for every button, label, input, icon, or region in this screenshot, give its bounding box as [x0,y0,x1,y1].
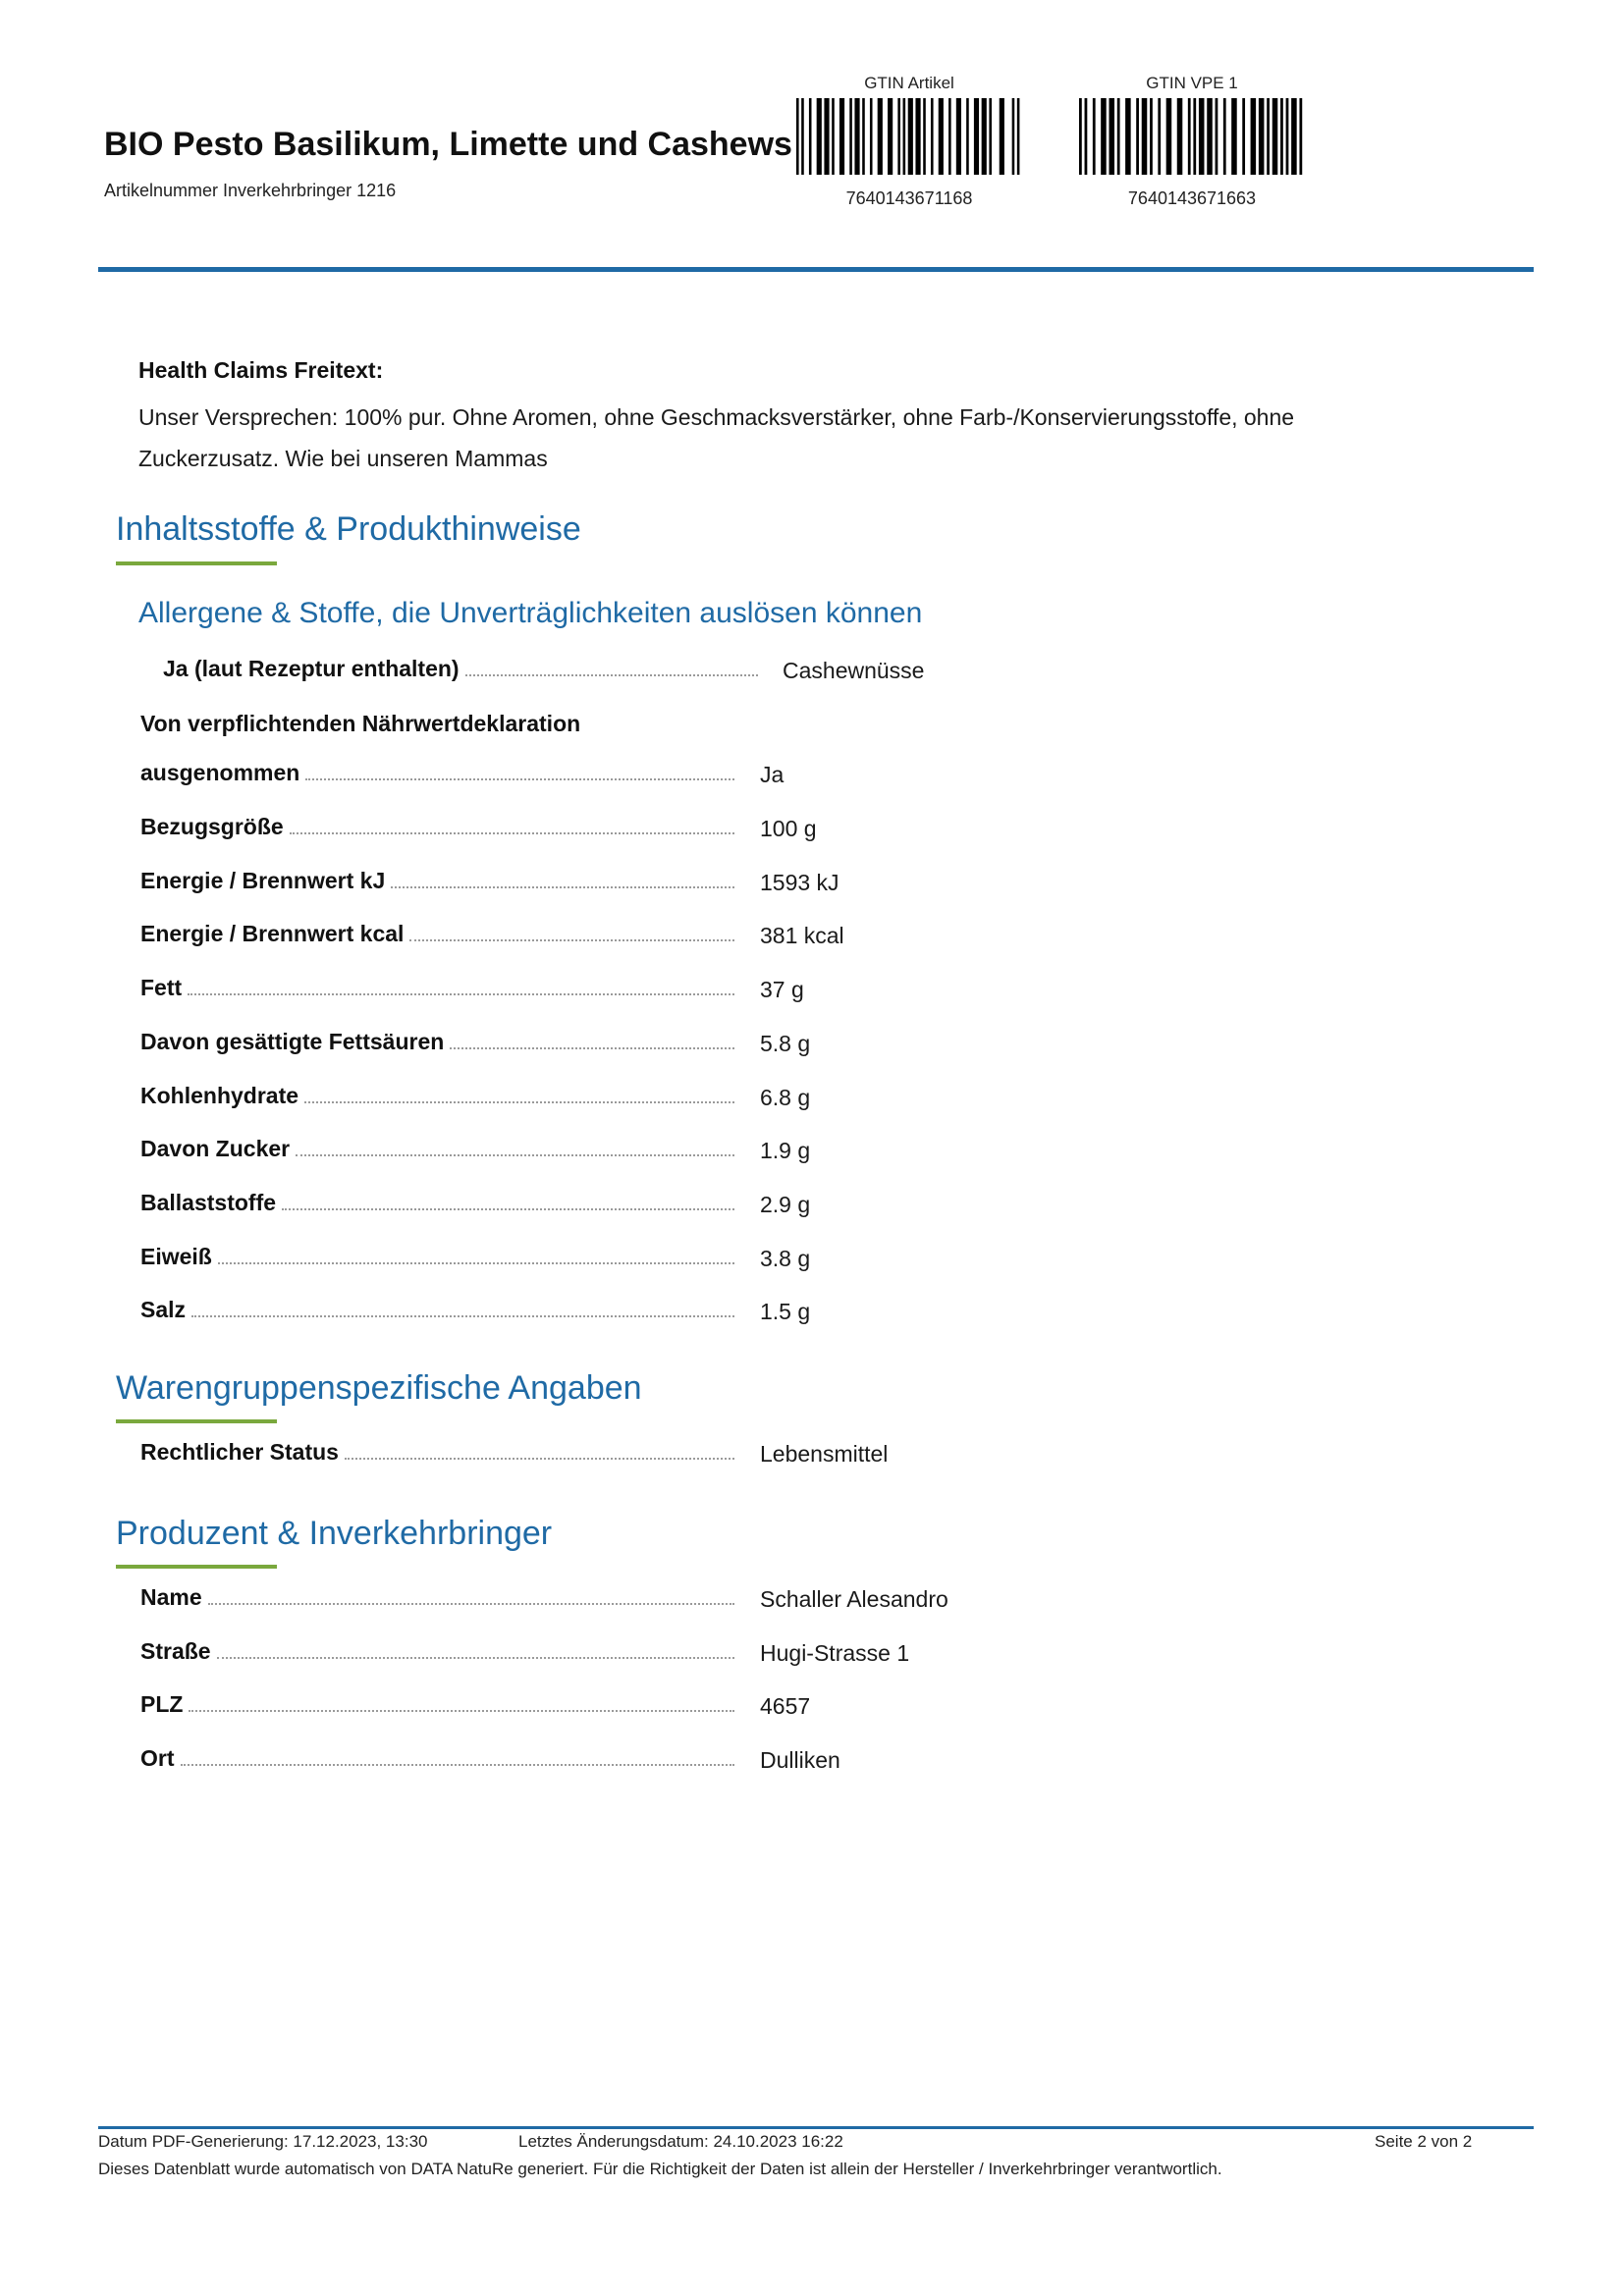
data-row [140,868,734,894]
barcode-bar [817,98,822,175]
footer-generated-date: Datum PDF-Generierung: 17.12.2023, 13:30 [98,2132,428,2151]
row-label: PLZ [140,1691,184,1718]
leader-dots [191,1315,734,1317]
barcode-bar [1177,98,1183,175]
exempt-row [140,760,734,786]
barcode-bar [1012,98,1015,175]
row-value: Dulliken [760,1747,840,1774]
barcode-bar [1117,98,1120,175]
data-row [140,1297,734,1323]
section-heading-producer: Produzent & Inverkehrbringer [116,1515,553,1552]
barcode-bar [862,98,865,175]
barcode-bar [1142,98,1148,175]
barcode-bar [974,98,979,175]
barcode-bar [832,98,835,175]
data-row [140,1584,734,1611]
barcode-bar [1199,98,1205,175]
barcode-bar [1207,98,1213,175]
header-divider [98,267,1534,272]
barcode-bar [939,98,944,175]
barcode-bar [1085,98,1088,175]
barcode-bar [824,98,829,175]
health-claims-text: Unser Versprechen: 100% pur. Ohne Aromen, ohne Geschmacksverstärker, ohne Farb-/Konservierungsstoffe, ohne Zuckerzusatz. Wie bei unseren Mammas [138,404,1295,471]
row-value: 1.5 g [760,1299,811,1325]
row-label: Fett [140,975,183,1001]
row-label: Straße [140,1637,211,1664]
section-heading-ingredients: Inhaltsstoffe & Produkthinweise [116,510,581,548]
leader-dots [282,1208,734,1210]
barcode-bar [915,98,920,175]
barcode-bar [1216,98,1218,175]
row-value: 100 g [760,816,817,841]
leader-dots [296,1154,734,1156]
leader-dots [208,1603,734,1605]
row-label: ausgenommen [140,760,300,785]
barcode-bar [1259,98,1265,175]
data-row [140,814,734,840]
barcode-bar [854,98,859,175]
leader-dots [391,886,734,888]
row-label: Salz [140,1297,187,1323]
barcode-bar [1093,98,1096,175]
barcode-bar [809,98,812,175]
barcode-bar [982,98,987,175]
barcode-bar [1193,98,1196,175]
barcode-bar [948,98,951,175]
row-value: 1593 kJ [760,869,839,895]
data-row [140,1638,734,1665]
leader-dots [189,1710,734,1712]
barcode-bar [1272,98,1278,175]
leader-dots [181,1764,735,1766]
barcode-bar [870,98,873,175]
barcode-bar [1079,98,1082,175]
data-row [140,1190,734,1216]
barcode-bar [897,98,900,175]
row-value: 4657 [760,1693,811,1720]
barcode-bar [1017,98,1020,175]
footer-divider [98,2126,1534,2129]
row-value: Hugi-Strasse 1 [760,1639,910,1666]
row-label: Davon gesättigte Fettsäuren [140,1028,445,1054]
barcode-bar [849,98,852,175]
row-label: Energie / Brennwert kcal [140,921,405,947]
leader-dots [450,1047,734,1049]
exempt-value: Ja [760,762,785,787]
data-row [140,1029,734,1055]
row-label: Ort [140,1745,175,1772]
barcode-bar [923,98,926,175]
row-value: Schaller Alesandro [760,1586,948,1612]
barcode-bar [956,98,961,175]
row-value: 37 g [760,977,804,1003]
barcode-bar [878,98,883,175]
row-label: Eiweiß [140,1243,212,1269]
barcode-bar [966,98,969,175]
row-label: Ja (laut Rezeptur enthalten) [163,656,460,681]
leader-dots [345,1458,734,1460]
footer-disclaimer: Dieses Datenblatt wurde automatisch von DATA NatuRe generiert. Für die Richtigkeit der Daten ist allein der Hersteller / Inverkehrbringer verantwortlich. [98,2160,1222,2178]
leader-dots [217,1657,734,1659]
article-number: Artikelnummer Inverkehrbringer 1216 [104,181,397,200]
row-label: Davon Zucker [140,1136,291,1162]
row-value: 1.9 g [760,1138,811,1164]
data-row [140,1136,734,1162]
footer-changed-date: Letztes Änderungsdatum: 24.10.2023 16:22 [518,2132,843,2151]
data-row [140,1745,734,1772]
barcode-bar [903,98,906,175]
barcode-vpe [1074,73,1310,209]
leader-dots [218,1262,734,1264]
exempt-label-line1: Von verpflichtenden Nährwertdeklaration [140,711,581,736]
barcode-bar [1188,98,1191,175]
barcode-bar [908,98,913,175]
section-underline [116,1419,277,1423]
barcode-bar [1223,98,1226,175]
leader-dots [305,778,734,780]
row-label: Bezugsgröße [140,814,284,839]
barcode-bar [839,98,844,175]
health-claims-label: Health Claims Freitext: [138,357,384,383]
barcode-bar [801,98,804,175]
leader-dots [188,993,734,995]
row-value: Lebensmittel [760,1441,889,1467]
leader-dots [409,939,734,941]
barcode-bar [1101,98,1107,175]
barcode-bar [1291,98,1297,175]
section-underline [116,1565,277,1569]
footer-page-number: Seite 2 von 2 [1375,2132,1473,2151]
barcode-bar [931,98,934,175]
barcode-bar [1109,98,1114,175]
barcode-bar [989,98,992,175]
barcode-bar [1150,98,1153,175]
barcode-caption: GTIN Artikel [864,74,954,92]
page-title: BIO Pesto Basilikum, Limette und Cashews [104,126,792,163]
row-label: Energie / Brennwert kJ [140,867,386,893]
row-value: 3.8 g [760,1245,811,1271]
barcode-number: 7640143671663 [1127,188,1257,208]
data-row [140,1083,734,1109]
barcode-bar [1136,98,1139,175]
row-value: 381 kcal [760,923,844,949]
row-label: Rechtlicher Status [140,1439,339,1465]
barcode-bar [1000,98,1004,175]
data-row [140,1439,734,1466]
barcode-bar [1280,98,1283,175]
barcode-bar [796,98,799,175]
leader-dots [304,1101,734,1103]
row-value: 6.8 g [760,1084,811,1110]
barcode-bar [1251,98,1257,175]
section-underline [116,561,277,565]
row-label: Name [140,1584,202,1610]
subheading-allergens: Allergene & Stoffe, die Unverträglichkeiten auslösen können [138,597,923,629]
leader-dots [290,832,734,834]
section-heading-product-group: Warengruppenspezifische Angaben [116,1369,642,1407]
barcode-caption: GTIN VPE 1 [1146,74,1238,92]
allergen-row [163,656,758,682]
barcode-bar [888,98,893,175]
barcode-image [796,98,1022,175]
row-value: 2.9 g [760,1191,811,1217]
barcode-bar [1231,98,1237,175]
data-row [140,1691,734,1718]
barcode-number: 7640143671168 [845,188,973,208]
barcode-bar [1299,98,1302,175]
data-row [140,975,734,1001]
barcode-bar [1286,98,1289,175]
barcode-bar [1242,98,1245,175]
barcode-bar [1125,98,1131,175]
data-row [140,1244,734,1270]
data-row [140,921,734,947]
row-label: Ballaststoffe [140,1189,277,1215]
barcode-image [1079,98,1305,175]
barcode-bar [1158,98,1161,175]
allergen-value: Cashewnüsse [783,658,925,683]
barcode-article [791,73,1027,209]
row-value: 5.8 g [760,1030,811,1056]
leader-dots [465,674,758,676]
barcode-bar [1267,98,1270,175]
barcode-bar [1166,98,1172,175]
row-label: Kohlenhydrate [140,1082,299,1108]
